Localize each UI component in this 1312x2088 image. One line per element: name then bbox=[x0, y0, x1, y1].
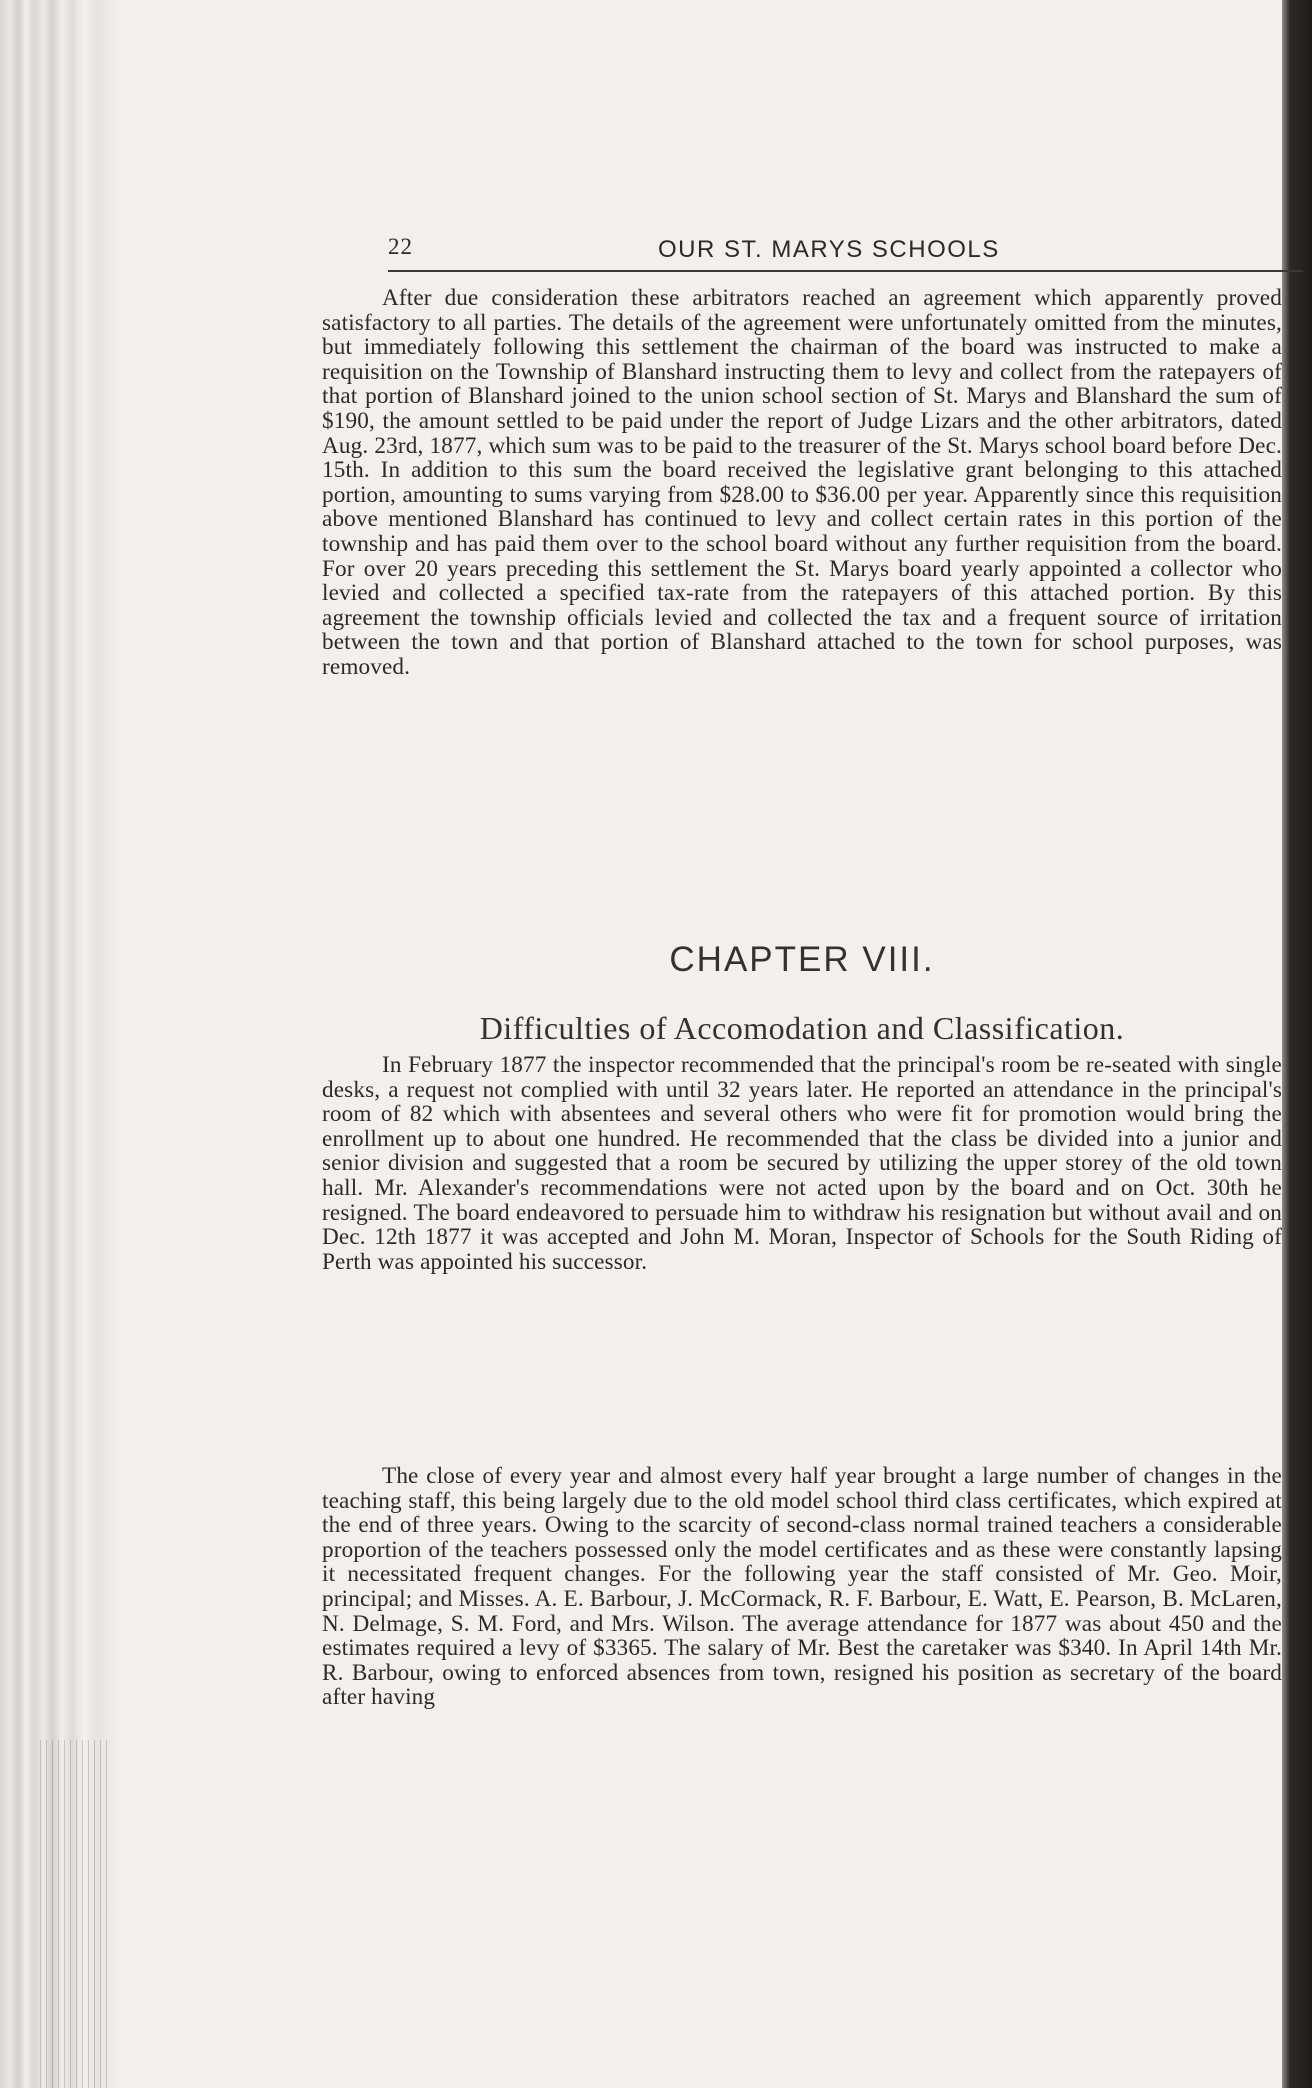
page-number: 22 bbox=[388, 234, 413, 259]
paragraph-arbitration bbox=[322, 286, 1282, 680]
chapter-title: CHAPTER VIII. bbox=[669, 940, 935, 979]
paragraph-text: The close of every year and almost every half year brought a large number of changes in the teaching staff, this being largely due to the old model school third class certificates, which expired at the end of three years. Owing to the scarcity of second-class normal trained teachers a considerable proportion of the teachers possessed only the model certificates and as these were constantly lapsing it necessitated frequent changes. For the following year the staff consisted of Mr. Geo. Moir, principal; and Misses. A. E. Barbour, J. McCormack, R. F. Barbour, E. Watt, E. Pearson, B. McLaren, N. Delmage, S. M. Ford, and Mrs. Wilson. The average attendance for 1877 was about 450 and the estimates required a levy of $3365. The salary of Mr. Best the caretaker was $340. In April 14th Mr. R. Barbour, owing to enforced absences from town, resigned his position as secretary of the board after having bbox=[322, 1463, 1282, 1711]
running-head bbox=[388, 232, 1303, 272]
page-edge-binding bbox=[0, 0, 118, 2088]
running-title: OUR ST. MARYS SCHOOLS bbox=[658, 236, 1000, 263]
paragraph-staff-changes bbox=[322, 1464, 1282, 1710]
paragraph-inspector bbox=[322, 1053, 1282, 1274]
page-right-edge bbox=[1282, 0, 1312, 2088]
paragraph-text: After due consideration these arbitrators reached an agreement which apparently proved satisfactory to all parties. The details of the agreement were unfortunately omitted from the minutes, but immediately following this settlement the chairman of the board was instructed to make a requisition on the Township of Blanshard instructing them to levy and collect from the ratepayers of that portion of Blanshard joined to the union school section of St. Marys and Blanshard the sum of $190, the amount settled to be paid under the report of Judge Lizars and the other arbitrators, dated Aug. 23rd, 1877, which sum was to be paid to the treasurer of the St. Marys school board before Dec. 15th. In addition to this sum the board received the legislative grant belonging to this attached portion, amounting to sums varying from $28.00 to $36.00 per year. Apparently since this requisition above mentioned Blanshard has continued to levy and collect certain rates in this portion of the township and has paid them over to the school board without any further requisition from the board. For over 20 years preceding this settlement the St. Marys board yearly appointed a collector who levied and collected a specified tax-rate from the ratepayers of this attached portion. By this agreement the township officials levied and collected the tax and a frequent source of irritation between the town and that portion of Blanshard attached to the town for school purposes, was removed. bbox=[322, 285, 1282, 680]
header-rule bbox=[388, 270, 1303, 272]
chapter-subtitle: Difficulties of Accomodation and Classification. bbox=[479, 1010, 1125, 1046]
paragraph-text: In February 1877 the inspector recommended that the principal's room be re-seated with single desks, a request not complied with until 32 years later. He reported an attendance in the principal's room of 82 which with absentees and several others who were fit for promotion would bring the enrollment up to about one hundred. He recommended that the class be divided into a junior and senior division and suggested that a room be secured by utilizing the upper storey of the old town hall. Mr. Alexander's recommendations were not acted upon by the board and on Oct. 30th he resigned. The board endeavored to persuade him to withdraw his resignation but without avail and on Dec. 12th 1877 it was accepted and John M. Moran, Inspector of Schools for the South Riding of Perth was appointed his successor. bbox=[322, 1052, 1282, 1275]
